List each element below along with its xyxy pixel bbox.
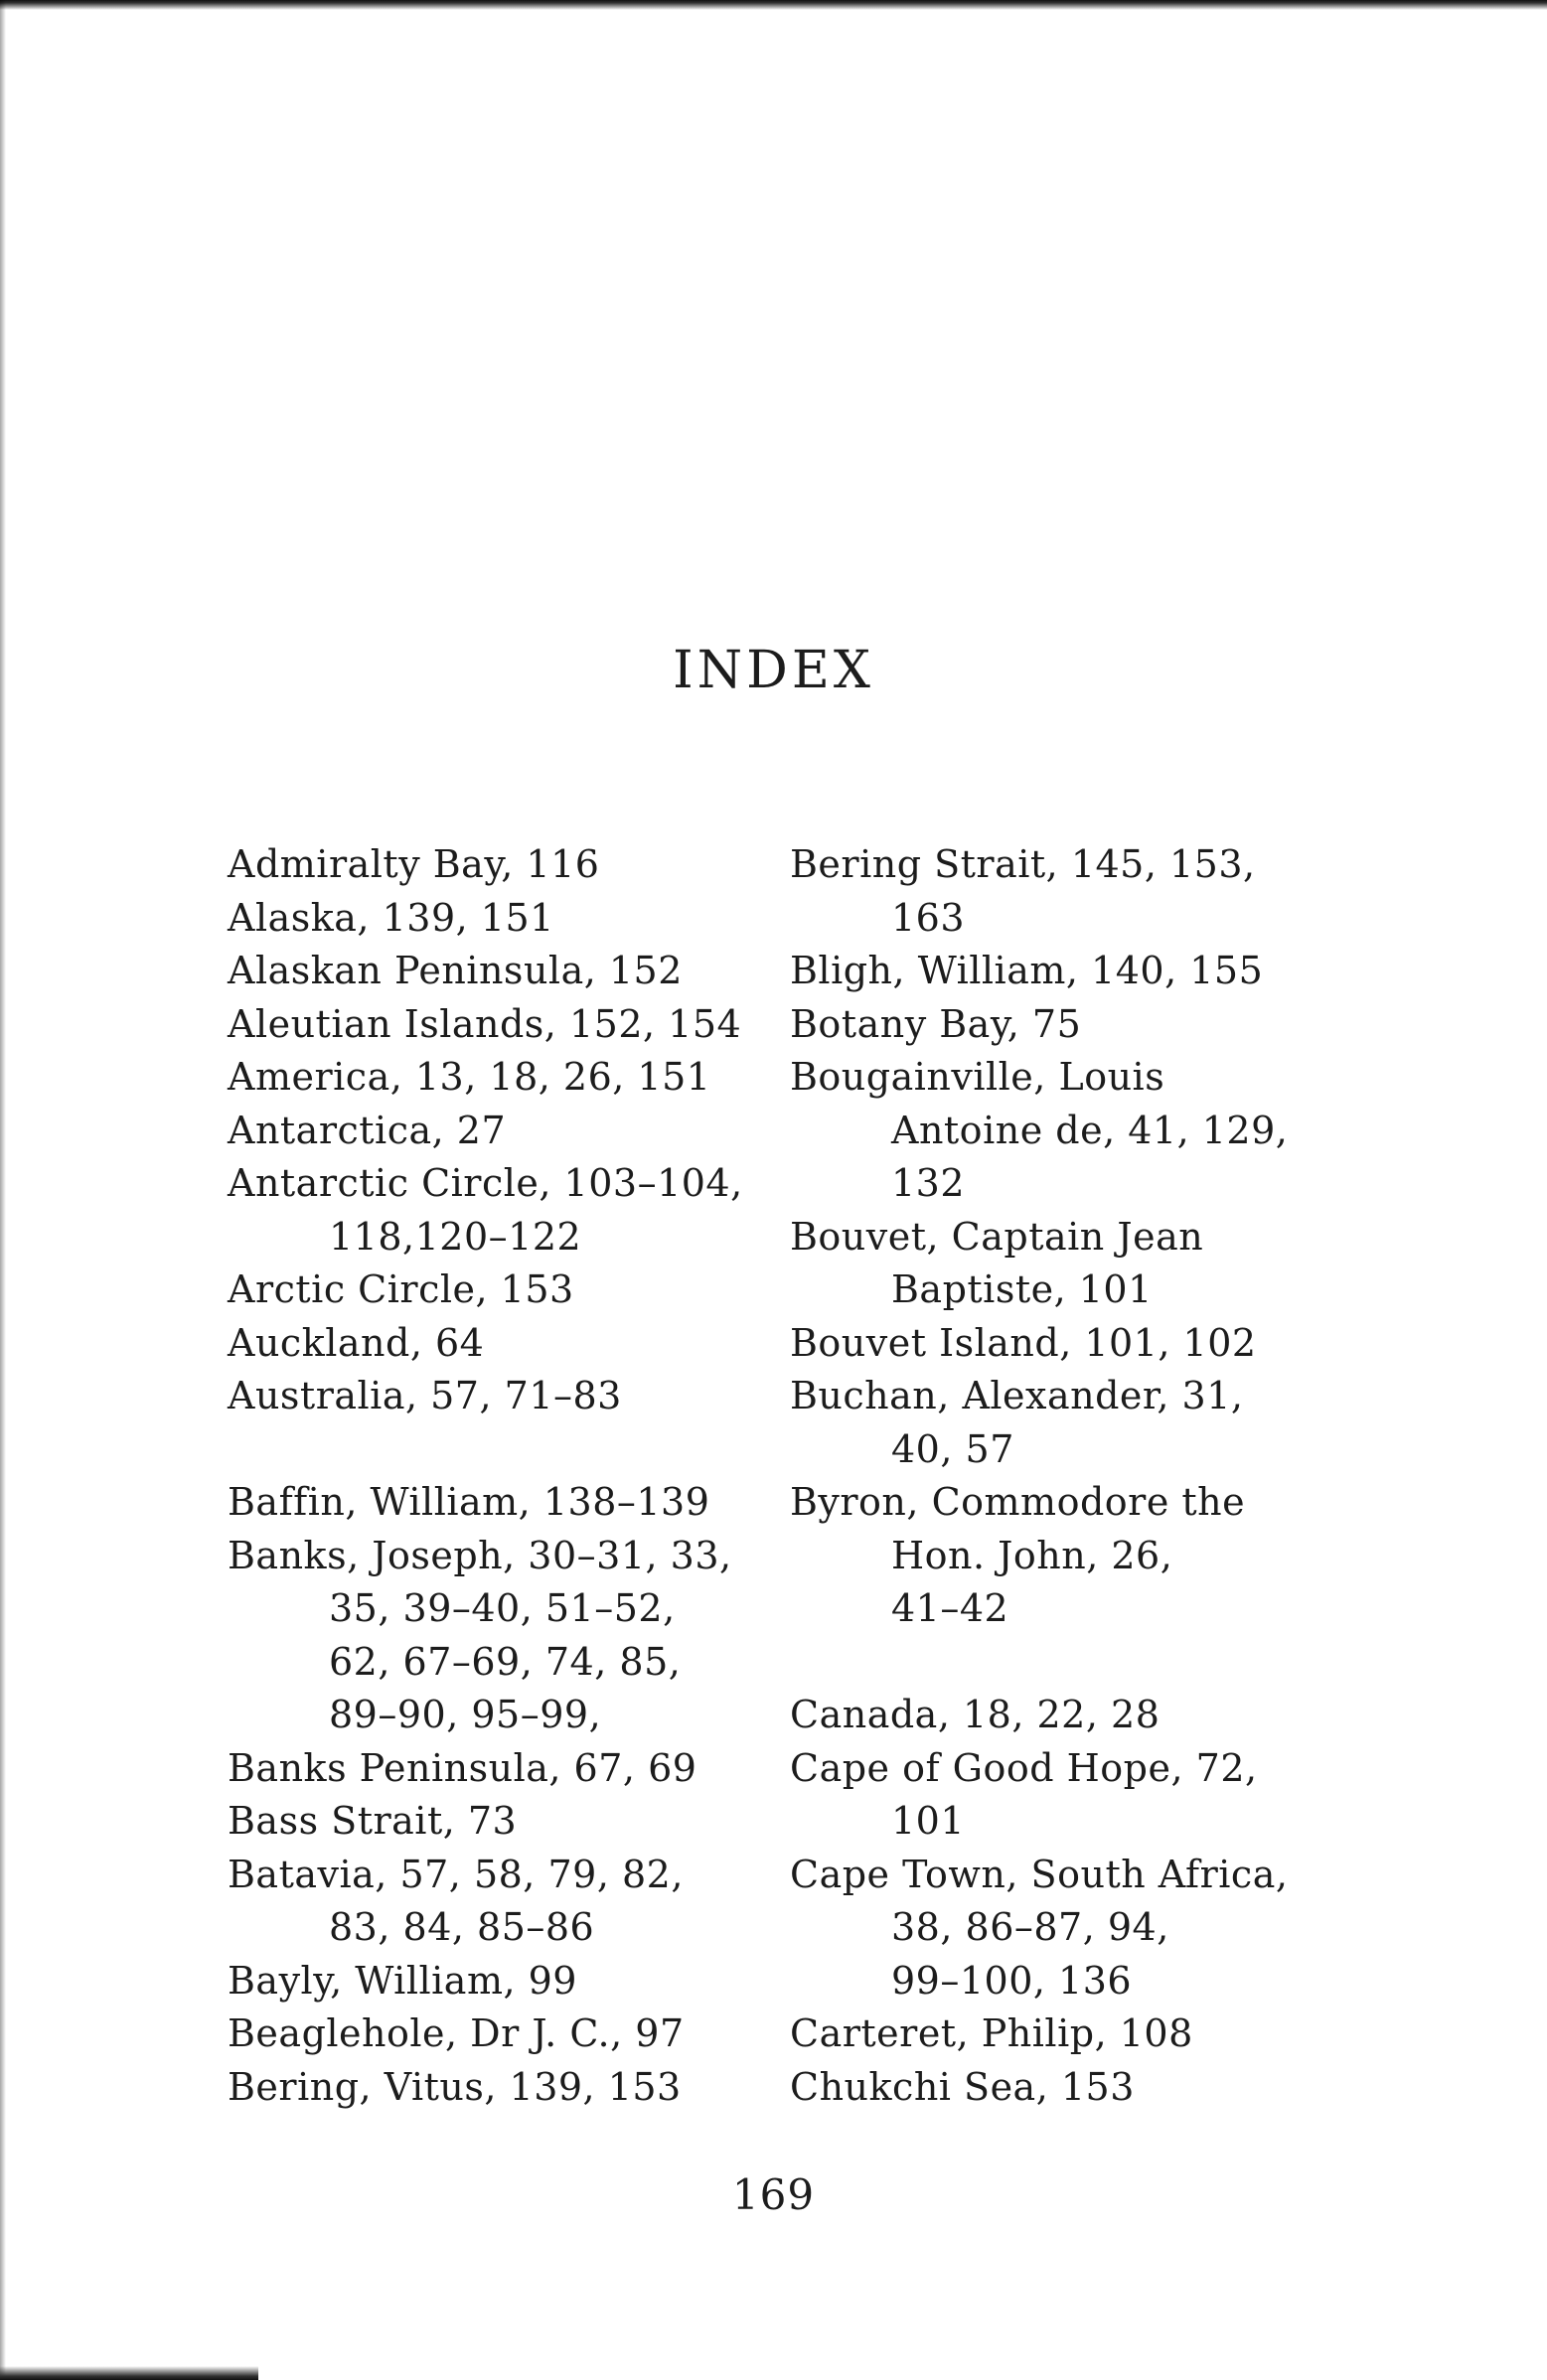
index-entry-continuation: 62, 67–69, 74, 85, xyxy=(329,1639,682,1684)
index-entry-continuation: 41–42 xyxy=(891,1586,1009,1630)
index-entry: Antarctic Circle, 103–104, xyxy=(228,1161,743,1205)
index-entry: Botany Bay, 75 xyxy=(790,1001,1082,1046)
index-entry-continuation: Antoine de, 41, 129, xyxy=(891,1108,1289,1152)
index-entry: Banks, Joseph, 30–31, 33, xyxy=(228,1533,732,1577)
index-entry: Cape of Good Hope, 72, xyxy=(790,1745,1258,1790)
page-number: 169 xyxy=(731,2170,816,2219)
index-entry: Bligh, William, 140, 155 xyxy=(790,949,1264,992)
index-entry: Alaska, 139, 151 xyxy=(228,895,554,940)
index-entry: Baffin, William, 138–139 xyxy=(228,1480,710,1524)
index-entry: Bougainville, Louis xyxy=(790,1055,1165,1099)
index-entry: Admiralty Bay, 116 xyxy=(228,842,600,886)
index-entry: America, 13, 18, 26, 151 xyxy=(228,1055,711,1099)
index-entry: Arctic Circle, 153 xyxy=(228,1267,574,1311)
page-title: INDEX xyxy=(673,641,874,700)
index-entry: Bering Strait, 145, 153, xyxy=(790,842,1256,886)
index-entry-continuation: 163 xyxy=(891,895,966,940)
index-entry-continuation: 38, 86–87, 94, xyxy=(891,1905,1169,1949)
index-entry: Bering, Vitus, 139, 153 xyxy=(228,2064,682,2109)
index-entry: Auckland, 64 xyxy=(228,1320,485,1365)
index-entry: Aleutian Islands, 152, 154 xyxy=(228,1001,742,1046)
index-entry: Buchan, Alexander, 31, xyxy=(790,1374,1244,1417)
index-column-left xyxy=(228,838,784,2114)
index-entry: Bouvet Island, 101, 102 xyxy=(790,1320,1257,1365)
index-entry-continuation: 83, 84, 85–86 xyxy=(329,1905,595,1949)
index-entry: Australia, 57, 71–83 xyxy=(228,1374,622,1417)
index-entry: Byron, Commodore the xyxy=(790,1480,1246,1524)
index-entry-continuation: Baptiste, 101 xyxy=(891,1267,1153,1311)
index-entry-continuation: 40, 57 xyxy=(891,1426,1014,1471)
index-entry-continuation: Hon. John, 26, xyxy=(891,1533,1173,1577)
index-entry: Beaglehole, Dr J. C., 97 xyxy=(228,2011,685,2055)
index-entry-continuation: 99–100, 136 xyxy=(891,1958,1133,2003)
scan-edge-top xyxy=(0,0,1547,10)
index-entry: Cape Town, South Africa, xyxy=(790,1852,1289,1896)
index-entry-continuation: 101 xyxy=(891,1799,966,1843)
index-column-right xyxy=(790,838,1346,2114)
index-entry: Bass Strait, 73 xyxy=(228,1799,518,1843)
index-entry-continuation: 89–90, 95–99, xyxy=(329,1693,602,1736)
scan-edge-left xyxy=(0,0,6,2380)
index-entry: Batavia, 57, 58, 79, 82, xyxy=(228,1852,684,1896)
index-entry-continuation: 35, 39–40, 51–52, xyxy=(329,1586,676,1630)
index-spacer xyxy=(790,1636,1346,1690)
index-entry: Antarctica, 27 xyxy=(228,1108,507,1152)
index-entry: Banks Peninsula, 67, 69 xyxy=(228,1745,697,1790)
index-entry: Canada, 18, 22, 28 xyxy=(790,1693,1160,1736)
index-entry: Bouvet, Captain Jean xyxy=(790,1214,1204,1259)
index-entry: Alaskan Peninsula, 152 xyxy=(228,949,683,992)
index-entry: Bayly, William, 99 xyxy=(228,1958,577,2003)
index-spacer xyxy=(228,1423,784,1477)
scan-edge-bottom xyxy=(0,2366,258,2380)
index-entry-continuation: 118,120–122 xyxy=(329,1214,582,1259)
index-entry-continuation: 132 xyxy=(891,1161,966,1205)
index-entry: Carteret, Philip, 108 xyxy=(790,2011,1193,2055)
index-entry: Chukchi Sea, 153 xyxy=(790,2064,1135,2109)
